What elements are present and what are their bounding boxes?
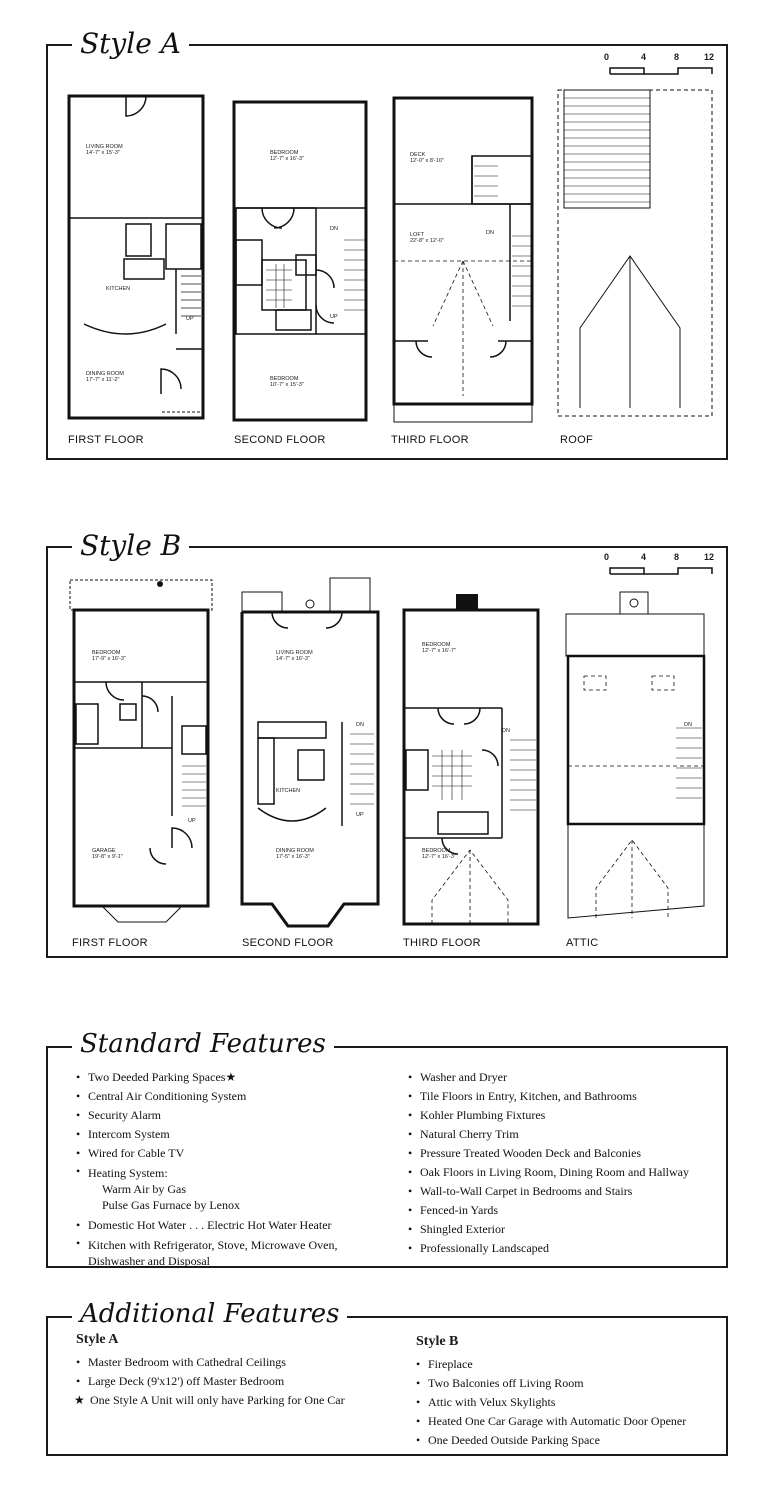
room-name: LOFT <box>410 232 425 238</box>
feature-text: Central Air Conditioning System <box>88 1089 247 1103</box>
room-name: LIVING ROOM <box>86 144 123 150</box>
room-dimensions: 12'-7" x 16'-3" <box>270 156 304 162</box>
list-item: • Washer and Dryer <box>408 1068 718 1087</box>
additional-style-b-list <box>416 1355 716 1450</box>
list-item <box>76 1106 376 1125</box>
room-label <box>410 232 444 244</box>
feature-subtext: Dishwasher and Disposal <box>88 1254 210 1268</box>
room-label <box>270 150 304 162</box>
style-a-title: Style A <box>72 28 189 60</box>
style-b-title: Style B <box>72 530 189 562</box>
room-label <box>422 642 456 654</box>
stair-down-label: DN <box>356 722 364 728</box>
list-item: • Large Deck (9'x12') off Master Bedroom <box>76 1372 396 1391</box>
room-dimensions: 17'-9" x 16'-3" <box>92 656 126 662</box>
floor-label: SECOND FLOOR <box>234 434 326 446</box>
room-name: GARAGE <box>92 848 116 854</box>
room-label <box>92 848 123 860</box>
style-a-first-floor-plan <box>66 94 206 424</box>
room-label <box>106 286 130 292</box>
room-label <box>276 848 314 860</box>
stair-down-label: DN <box>486 230 494 236</box>
list-item: • Fireplace <box>416 1355 716 1374</box>
room-name: KITCHEN <box>106 286 131 292</box>
scale-tick-label: 0 <box>604 52 610 62</box>
stair-down-label: DN <box>502 728 510 734</box>
list-item <box>76 1144 376 1163</box>
stair-down-label: DN <box>684 722 692 728</box>
room-label <box>422 848 456 860</box>
list-item: • Wall-to-Wall Carpet in Bedrooms and Stairs <box>408 1182 718 1201</box>
additional-style-a-list <box>76 1353 396 1410</box>
list-item <box>76 1087 376 1106</box>
style-a-scale-bar <box>604 52 716 82</box>
room-label <box>92 650 126 662</box>
feature-subtext: Warm Air by Gas <box>102 1182 187 1196</box>
stair-up-label: UP <box>188 818 196 824</box>
floor-label: THIRD FLOOR <box>403 937 481 949</box>
feature-subtext: Pulse Gas Furnace by Lenox <box>102 1198 240 1212</box>
list-item: • Professionally Landscaped <box>408 1239 718 1258</box>
stair-down-label: DN <box>330 226 338 232</box>
feature-text: Two Deeded Parking Spaces★ <box>88 1070 237 1084</box>
room-dimensions: 17'-5" x 16'-3" <box>276 854 310 860</box>
style-b-scale-bar <box>604 552 716 582</box>
room-label <box>276 650 313 662</box>
scale-tick-label: 0 <box>604 552 610 562</box>
room-dimensions: 14'-7" x 16'-3" <box>276 656 310 662</box>
floor-label: FIRST FLOOR <box>68 434 144 446</box>
room-name: BEDROOM <box>92 650 121 656</box>
style-a-roof-plan <box>552 88 718 424</box>
feature-text: Kitchen with Refrigerator, Stove, Microwave Oven, <box>88 1238 338 1252</box>
room-name: DECK <box>410 152 426 158</box>
list-item <box>76 1216 376 1235</box>
standard-features-right-list <box>408 1068 718 1258</box>
list-item: • Pressure Treated Wooden Deck and Balconies <box>408 1144 718 1163</box>
list-item <box>76 1068 376 1087</box>
list-item: • Attic with Velux Skylights <box>416 1393 716 1412</box>
list-item <box>76 1163 376 1216</box>
room-name: BEDROOM <box>422 848 451 854</box>
floor-label: ATTIC <box>566 937 599 949</box>
feature-text: Domestic Hot Water . . . Electric Hot Water Heater <box>88 1218 332 1232</box>
list-item: • One Deeded Outside Parking Space <box>416 1431 716 1450</box>
list-item: • Fenced-in Yards <box>408 1201 718 1220</box>
standard-features-left-list <box>76 1068 376 1269</box>
style-a-third-floor-plan <box>388 96 538 424</box>
feature-text: Heating System: <box>88 1166 168 1180</box>
list-item: • Natural Cherry Trim <box>408 1125 718 1144</box>
scale-tick-label: 12 <box>704 552 715 562</box>
stair-up-label: UP <box>186 316 194 322</box>
scale-tick-label: 8 <box>674 52 680 62</box>
room-dimensions: 14'-7" x 15'-3" <box>86 150 120 156</box>
list-item: • Kohler Plumbing Fixtures <box>408 1106 718 1125</box>
room-label <box>276 788 300 794</box>
list-item: • Oak Floors in Living Room, Dining Room and Hallway <box>408 1163 718 1182</box>
room-dimensions: 12'-7" x 16'-3" <box>422 854 456 860</box>
room-name: BEDROOM <box>270 376 299 382</box>
room-name: LIVING ROOM <box>276 650 313 656</box>
room-dimensions: 12'-0" x 8'-10" <box>410 158 444 164</box>
additional-features-title: Additional Features <box>72 1298 347 1330</box>
feature-text: Security Alarm <box>88 1108 161 1122</box>
room-label <box>86 144 123 156</box>
style-b-attic-plan <box>560 588 710 932</box>
additional-style-b-heading: Style B <box>416 1334 459 1349</box>
room-label <box>86 371 124 383</box>
room-label <box>270 376 304 388</box>
room-dimensions: 17'-7" x 11'-2" <box>86 377 120 383</box>
room-name: DINING ROOM <box>86 371 124 377</box>
style-b-first-floor-plan <box>66 576 216 932</box>
list-item: • Two Balconies off Living Room <box>416 1374 716 1393</box>
room-name: KITCHEN <box>276 788 301 794</box>
list-item <box>76 1125 376 1144</box>
room-label <box>410 152 444 164</box>
style-b-third-floor-plan <box>398 590 544 932</box>
room-name: BEDROOM <box>270 150 299 156</box>
list-item: • Shingled Exterior <box>408 1220 718 1239</box>
floor-label: SECOND FLOOR <box>242 937 334 949</box>
floor-label: FIRST FLOOR <box>72 937 148 949</box>
list-item: ★ One Style A Unit will only have Parking for One Car <box>76 1391 396 1410</box>
room-dimensions: 19'-8" x 9'-1" <box>92 854 123 860</box>
list-item <box>76 1235 376 1269</box>
style-b-second-floor-plan <box>232 574 388 932</box>
scale-tick-label: 8 <box>674 552 680 562</box>
room-dimensions: 12'-7" x 16'-7" <box>422 648 456 654</box>
list-item: • Tile Floors in Entry, Kitchen, and Bathrooms <box>408 1087 718 1106</box>
stair-up-label: UP <box>330 314 338 320</box>
standard-features-title: Standard Features <box>72 1028 334 1060</box>
room-dimensions: 10'-7" x 15'-3" <box>270 382 304 388</box>
room-dimensions: 22'-8" x 12'-0" <box>410 238 444 244</box>
room-name: DINING ROOM <box>276 848 314 854</box>
floor-label: ROOF <box>560 434 593 446</box>
scale-tick-label: 12 <box>704 52 715 62</box>
list-item: • Heated One Car Garage with Automatic Door Opener <box>416 1412 716 1431</box>
stair-up-label: UP <box>356 812 364 818</box>
feature-text: Intercom System <box>88 1127 170 1141</box>
style-a-second-floor-plan <box>226 100 372 424</box>
floor-label: THIRD FLOOR <box>391 434 469 446</box>
scale-tick-label: 4 <box>641 52 647 62</box>
additional-style-a-heading: Style A <box>76 1332 119 1347</box>
feature-text: Wired for Cable TV <box>88 1146 185 1160</box>
scale-tick-label: 4 <box>641 552 647 562</box>
room-name: BEDROOM <box>422 642 451 648</box>
list-item: • Master Bedroom with Cathedral Ceilings <box>76 1353 396 1372</box>
